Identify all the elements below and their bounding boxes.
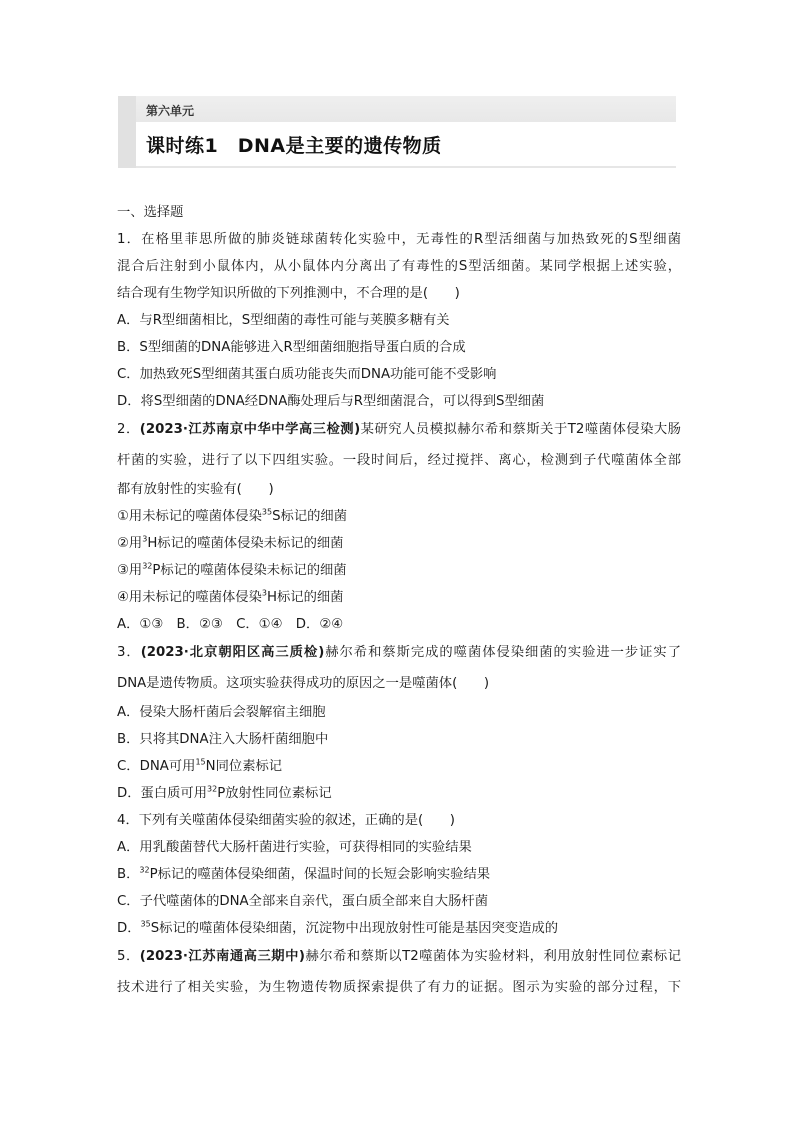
q1-stem-line: 1．在格里菲思所做的肺炎链球菌转化实验中，无毒性的R型活细菌与加热致死的S型细菌 [117, 232, 681, 247]
q2-item-1 [117, 503, 681, 530]
q3-stem-line: DNA是遗传物质。这项实验获得成功的原因之一是噬菌体( ) [117, 676, 490, 691]
q3-stem-text: 赫尔希和蔡斯完成的噬菌体侵染细菌的实验进一步证实了 [324, 645, 681, 660]
text: D．蛋白质可用 [117, 786, 208, 801]
q1-option-b: B．S型细菌的DNA能够进入R型细菌细胞指导蛋白质的合成 [117, 340, 466, 355]
text: ③用 [117, 563, 143, 578]
q3-stem-line [117, 638, 681, 668]
q4-stem-line: 4．下列有关噬菌体侵染细菌实验的叙述，正确的是( ) [117, 813, 455, 828]
text: B． [117, 867, 140, 882]
text: D． [117, 921, 141, 936]
text: S标记的细菌 [272, 509, 348, 524]
q5-stem-line: 技术进行了相关实验，为生物遗传物质探索提供了有力的证据。图示为实验的部分过程，下 [117, 980, 681, 995]
isotope-mass: 3 [261, 588, 267, 598]
text: ①用未标记的噬菌体侵染 [117, 509, 262, 524]
q3-option-a: A．侵染大肠杆菌后会裂解宿主细胞 [117, 705, 326, 720]
isotope-mass: 35 [261, 507, 273, 517]
q2-options: A．①③ B．②③ C．①④ D．②④ [117, 617, 344, 632]
q2-item-4 [117, 584, 681, 611]
q4-option-c: C．子代噬菌体的DNA全部来自亲代，蛋白质全部来自大肠杆菌 [117, 894, 488, 909]
q3-option-d [117, 780, 681, 807]
q2-source: (2023·江苏南京中华中学高三检测) [139, 422, 361, 437]
isotope-mass: 15 [195, 757, 206, 767]
q1-option-c: C．加热致死S型细菌其蛋白质功能丧失而DNA功能可能不受影响 [117, 367, 497, 382]
text: H标记的噬菌体侵染未标记的细菌 [147, 536, 344, 551]
text: P标记的噬菌体侵染细菌，保温时间的长短会影响实验结果 [149, 867, 491, 882]
q5-stem-text: 赫尔希和蔡斯以T2噬菌体为实验材料，利用放射性同位素标记 [304, 949, 681, 964]
q2-stem-text: 某研究人员模拟赫尔希和蔡斯关于T2噬菌体侵染大肠 [360, 422, 681, 437]
isotope-mass: 32 [207, 784, 218, 794]
q5-source: (2023·江苏南通高三期中) [139, 949, 305, 964]
isotope-mass: 32 [142, 561, 153, 571]
text: S标记的噬菌体侵染细菌，沉淀物中出现放射性可能是基因突变造成的 [150, 921, 559, 936]
q5-number: 5． [117, 949, 140, 964]
q4-option-d [117, 915, 681, 942]
q2-stem-line: 都有放射性的实验有( ) [117, 482, 274, 497]
text: P放射性同位素标记 [217, 786, 332, 801]
q4-option-a: A．用乳酸菌替代大肠杆菌进行实验，可获得相同的实验结果 [117, 840, 472, 855]
q2-item-3 [117, 557, 681, 584]
q3-source: (2023·北京朝阳区高三质检) [140, 645, 325, 660]
isotope-mass: 3 [142, 534, 148, 544]
q2-stem-line: 杆菌的实验，进行了以下四组实验。一段时间后，经过搅拌、离心，检测到子代噬菌体全部 [117, 453, 681, 468]
q2-item-2 [117, 530, 681, 557]
lesson-title: 课时练1 DNA是主要的遗传物质 [146, 135, 442, 157]
text: ④用未标记的噬菌体侵染 [117, 590, 262, 605]
question-content [117, 199, 681, 1003]
q1-option-a: A．与R型细菌相比，S型细菌的毒性可能与荚膜多糖有关 [117, 313, 450, 328]
q2-number: 2． [117, 422, 140, 437]
header-divider [136, 166, 676, 168]
unit-header [118, 96, 676, 168]
text: P标记的噬菌体侵染未标记的细菌 [152, 563, 347, 578]
isotope-mass: 35 [140, 919, 151, 929]
unit-label: 第六单元 [146, 104, 195, 118]
header-accent-bar [118, 96, 136, 168]
q1-option-d: D．将S型细菌的DNA经DNA酶处理后与R型细菌混合，可以得到S型细菌 [117, 394, 545, 409]
section-title: 一、选择题 [117, 205, 184, 220]
q1-stem-line: 混合后注射到小鼠体内，从小鼠体内分离出了有毒性的S型活细菌。某同学根据上述实验， [117, 259, 681, 274]
q5-stem-line [117, 942, 681, 972]
isotope-mass: 32 [139, 865, 150, 875]
text: C．DNA可用 [117, 759, 196, 774]
text: ②用 [117, 536, 143, 551]
q2-stem-line [117, 415, 681, 445]
text: H标记的细菌 [266, 590, 344, 605]
q3-option-c [117, 753, 681, 780]
q4-option-b [117, 861, 681, 888]
q1-stem-line: 结合现有生物学知识所做的下列推测中，不合理的是( ) [117, 286, 460, 301]
text: N同位素标记 [205, 759, 283, 774]
q3-option-b: B．只将其DNA注入大肠杆菌细胞中 [117, 732, 329, 747]
q3-number: 3． [117, 645, 141, 660]
